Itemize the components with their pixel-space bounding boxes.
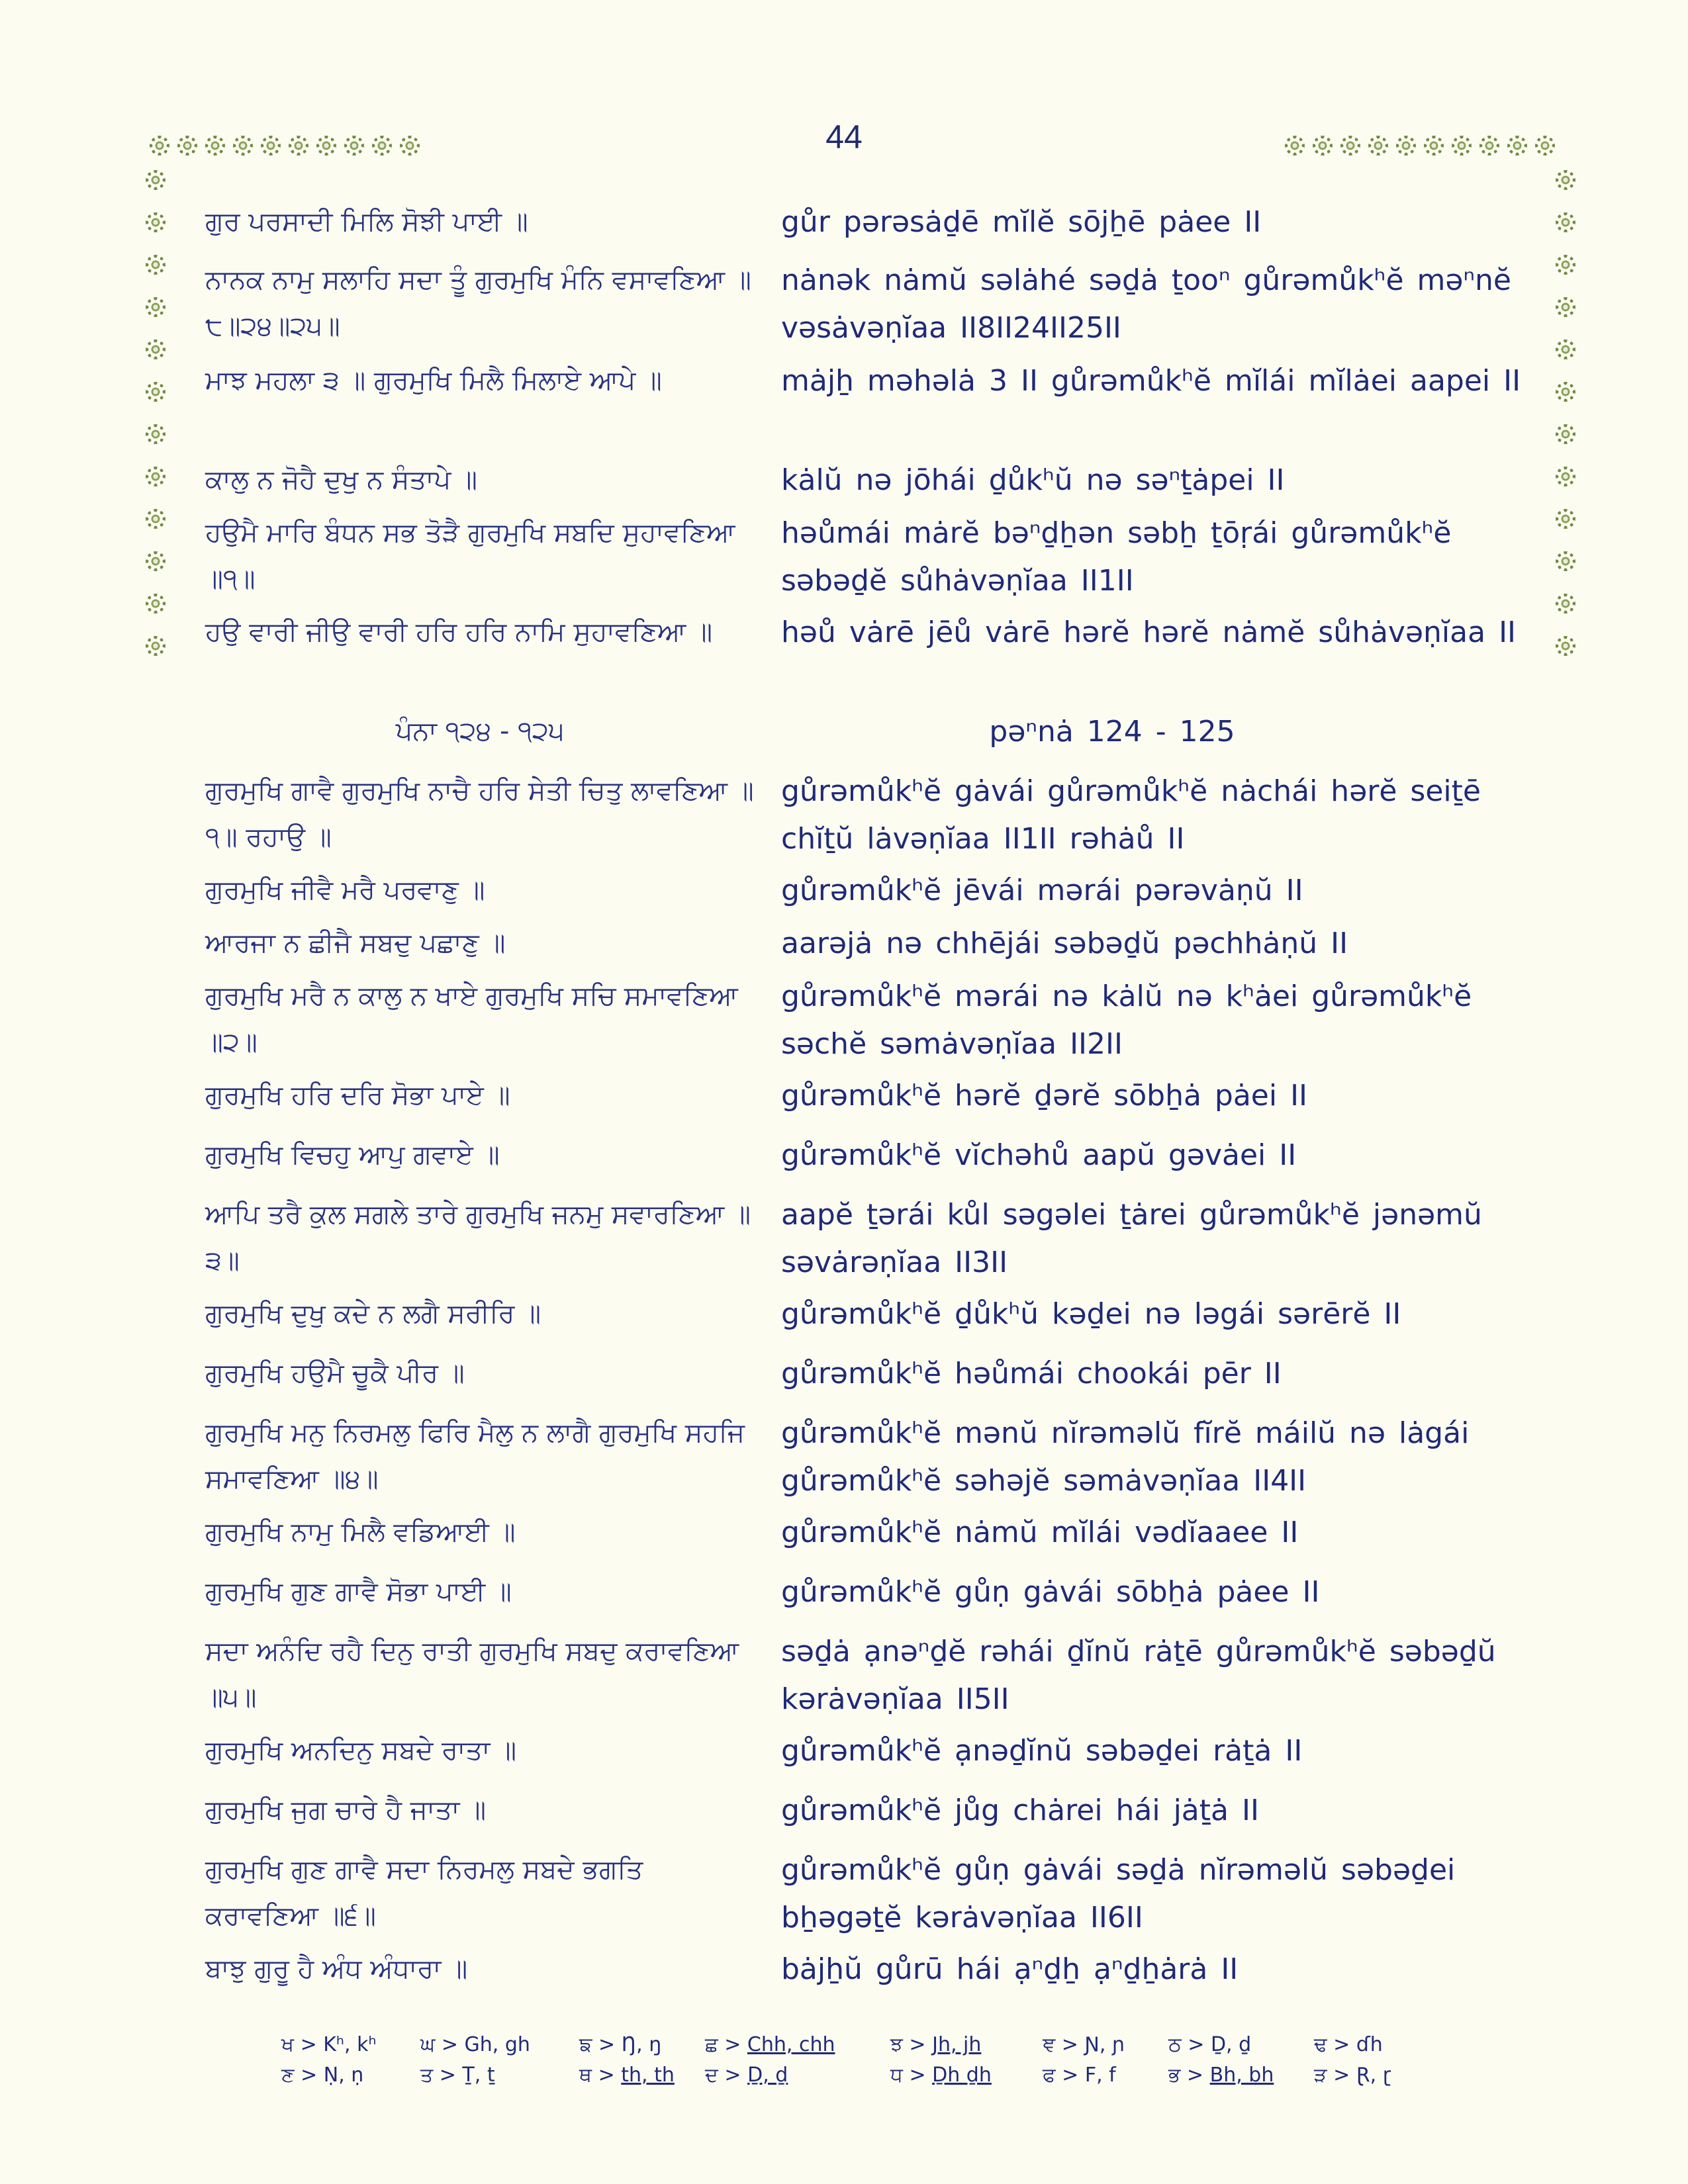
legend-value: Ṯ, ṯ bbox=[462, 2064, 495, 2087]
flower-ornament-icon bbox=[146, 509, 165, 529]
legend-entry: ਞ > Ɲ, ɲ bbox=[1043, 2033, 1125, 2056]
flower-ornament-icon bbox=[1556, 509, 1575, 529]
gurmukhi-text: ਗੁਰਮੁਖਿ ਜੀਵੈ ਮਰੈ ਪਰਵਾਣੁ ॥ bbox=[205, 875, 485, 905]
legend-entry: ਘ > Gh, gh bbox=[420, 2033, 530, 2056]
gurmukhi-text: ਪੰਨਾ ੧੨੪ - ੧੨੫ bbox=[395, 716, 565, 747]
transliteration-text: nȧnək nȧmŭ səlȧhé səḏȧ ṯooⁿ gůrəmůkʰĕ məⁿnĕ vəsȧvəṇĭaa II8II24II25II bbox=[781, 263, 1511, 345]
flower-ornament-icon bbox=[1424, 136, 1444, 156]
flower-ornament-icon bbox=[400, 136, 420, 156]
legend-letter: ਘ bbox=[420, 2033, 436, 2056]
flower-border-top-left bbox=[146, 136, 424, 162]
flower-ornament-icon bbox=[1340, 136, 1360, 156]
flower-ornament-icon bbox=[1556, 170, 1575, 190]
legend-value: Jh, jh bbox=[932, 2033, 982, 2056]
legend-row bbox=[281, 2064, 1473, 2093]
legend-letter: ਢ bbox=[1314, 2033, 1327, 2056]
flower-border-top-right bbox=[1281, 136, 1559, 162]
legend-value: Bh, bh bbox=[1209, 2064, 1274, 2087]
flower-ornament-icon bbox=[1479, 136, 1499, 156]
flower-ornament-icon bbox=[1368, 136, 1388, 156]
flower-border-left bbox=[146, 159, 172, 667]
legend-entry: ਖ > Kʰ, kʰ bbox=[281, 2033, 377, 2056]
flower-ornament-icon bbox=[1313, 136, 1333, 156]
transliteration-text: gůrəmůkʰĕ ạnəḏĭnŭ səbəḏei rȧṯȧ II bbox=[781, 1734, 1303, 1768]
flower-ornament-icon bbox=[1556, 382, 1575, 402]
legend-entry: ਦ > Ḏ, ḏ bbox=[705, 2064, 788, 2087]
legend-entry: ਧ > Ḏh ḏh bbox=[890, 2064, 992, 2087]
legend-letter: ਞ bbox=[1043, 2033, 1056, 2056]
gurmukhi-text: ਗੁਰਮੁਖਿ ਮਨੁ ਨਿਰਮਲੁ ਫਿਰਿ ਮੈਲੁ ਨ ਲਾਗੈ ਗੁਰਮੁਖਿ ਸਹਜਿ ਸਮਾਵਣਿਆ ॥੪॥ bbox=[205, 1418, 745, 1494]
gurmukhi-text: ਗੁਰਮੁਖਿ ਅਨਦਿਨੁ ਸਬਦੇ ਰਾਤਾ ॥ bbox=[205, 1735, 517, 1766]
gurmukhi-text: ਹਉ ਵਾਰੀ ਜੀਉ ਵਾਰੀ ਹਰਿ ਹਰਿ ਨਾਮਿ ਸੁਹਾਵਣਿਆ ॥ bbox=[205, 617, 713, 647]
transliteration-text: gůrəmůkʰĕ ḏůkʰŭ kəḏei nə ləgái sərērĕ II bbox=[781, 1297, 1401, 1331]
flower-ornament-icon bbox=[1556, 636, 1575, 656]
flower-ornament-icon bbox=[1556, 340, 1575, 359]
flower-ornament-icon bbox=[1556, 551, 1575, 571]
flower-ornament-icon bbox=[1556, 424, 1575, 444]
flower-ornament-icon bbox=[1396, 136, 1416, 156]
gurmukhi-text: ਗੁਰਮੁਖਿ ਨਾਮੁ ਮਿਲੈ ਵਡਿਆਈ ॥ bbox=[205, 1517, 516, 1547]
gurmukhi-text: ਗੁਰਮੁਖਿ ਹਉਮੈ ਚੂਕੈ ਪੀਰ ॥ bbox=[205, 1358, 465, 1388]
flower-ornament-icon bbox=[177, 136, 197, 156]
legend-value: Kʰ, kʰ bbox=[323, 2033, 377, 2056]
flower-ornament-icon bbox=[146, 170, 165, 190]
transliteration-text: bȧjẖŭ gůrū hái ạⁿḏẖ ạⁿḏẖȧrȧ II bbox=[781, 1952, 1239, 1986]
gurmukhi-text: ਗੁਰਮੁਖਿ ਜੁਗ ਚਾਰੇ ਹੈ ਜਾਤਾ ॥ bbox=[205, 1795, 487, 1825]
legend-value: Gh, gh bbox=[464, 2033, 530, 2056]
gurmukhi-text: ਗੁਰਮੁਖਿ ਮਰੈ ਨ ਕਾਲੁ ਨ ਖਾਏ ਗੁਰਮੁਖਿ ਸਚਿ ਸਮਾਵਣਿਆ ॥੨॥ bbox=[205, 981, 738, 1058]
flower-border-right bbox=[1556, 159, 1582, 667]
legend-value: F, f bbox=[1084, 2064, 1116, 2087]
transliteration-text: həůmái mȧrĕ bəⁿḏẖən səbẖ ṯōṛái gůrəmůkʰĕ səbəḏĕ sůhȧvəṇĭaa II1II bbox=[781, 516, 1452, 598]
flower-ornament-icon bbox=[261, 136, 281, 156]
transliteration-text: gůrəmůkʰĕ gůṇ gȧvái sōbẖȧ pȧee II bbox=[781, 1575, 1320, 1609]
gurmukhi-text: ਆਪਿ ਤਰੈ ਕੁਲ ਸਗਲੇ ਤਾਰੇ ਗੁਰਮੁਖਿ ਜਨਮੁ ਸਵਾਰਣਿਆ ॥੩॥ bbox=[205, 1199, 751, 1276]
flower-ornament-icon bbox=[1556, 594, 1575, 614]
flower-ornament-icon bbox=[146, 594, 165, 614]
transliteration-text: gůrəmůkʰĕ gůṇ gȧvái səḏȧ nĭrəməlŭ səbəḏei bẖəgəṯĕ kərȧvəṇĭaa II6II bbox=[781, 1853, 1456, 1934]
transliteration-text: kȧlŭ nə jōhái ḏůkʰŭ nə səⁿṯȧpei II bbox=[781, 463, 1285, 497]
flower-ornament-icon bbox=[146, 297, 165, 317]
legend-entry: ਙ > Ŋ, ŋ bbox=[579, 2033, 662, 2056]
transliteration-text: pəⁿnȧ 124 - 125 bbox=[989, 715, 1235, 749]
flower-ornament-icon bbox=[1556, 297, 1575, 317]
transliteration-text: səḏȧ ạnəⁿḏĕ rəhái ḏĭnŭ rȧṯē gůrəmůkʰĕ səbəḏŭ kərȧvəṇĭaa II5II bbox=[781, 1635, 1496, 1716]
flower-ornament-icon bbox=[289, 136, 308, 156]
transliteration-text: gůr pərəsȧḏē mĭlĕ sōjẖē pȧee II bbox=[781, 205, 1262, 239]
legend-letter: ਣ bbox=[281, 2064, 295, 2087]
legend-letter: ਠ bbox=[1168, 2033, 1182, 2056]
transliteration-text: gůrəmůkʰĕ nȧmŭ mĭlái vədĭaaee II bbox=[781, 1516, 1299, 1549]
flower-ornament-icon bbox=[146, 424, 165, 444]
gurmukhi-text: ਗੁਰਮੁਖਿ ਗਾਵੈ ਗੁਰਮੁਖਿ ਨਾਚੈ ਹਰਿ ਸੇਤੀ ਚਿਤੁ ਲਾਵਣਿਆ ॥੧॥ ਰਹਾਉ ॥ bbox=[205, 776, 754, 852]
legend-entry: ਥ > th, th bbox=[579, 2064, 675, 2087]
legend-entry: ਫ > F, f bbox=[1043, 2064, 1116, 2087]
transliteration-text: gůrəmůkʰĕ jůg chȧrei hái jȧṯȧ II bbox=[781, 1794, 1259, 1827]
gurmukhi-text: ਗੁਰਮੁਖਿ ਵਿਚਹੁ ਆਪੁ ਗਵਾਏ ॥ bbox=[205, 1140, 500, 1170]
legend-value: Ḏ, ḏ bbox=[1210, 2033, 1252, 2056]
legend-letter: ਫ bbox=[1043, 2064, 1056, 2087]
legend-entry: ਛ > Chh, chh bbox=[705, 2033, 835, 2056]
flower-ornament-icon bbox=[1556, 467, 1575, 486]
gurmukhi-text: ਸਦਾ ਅਨੰਦਿ ਰਹੈ ਦਿਨੁ ਰਾਤੀ ਗੁਰਮੁਖਿ ਸਬਦੁ ਕਰਾਵਣਿਆ ॥੫॥ bbox=[205, 1636, 739, 1713]
page-number: 44 bbox=[825, 118, 863, 156]
flower-ornament-icon bbox=[372, 136, 392, 156]
gurmukhi-text: ਗੁਰ ਪਰਸਾਦੀ ਮਿਲਿ ਸੋਝੀ ਪਾਈ ॥ bbox=[205, 206, 528, 237]
legend-letter: ਖ bbox=[281, 2033, 295, 2056]
gurmukhi-text: ਗੁਰਮੁਖਿ ਹਰਿ ਦਰਿ ਸੋਭਾ ਪਾਏ ॥ bbox=[205, 1080, 510, 1111]
legend-letter: ਤ bbox=[420, 2064, 434, 2087]
transliteration-text: gůrəmůkʰĕ vĭchəhů aapŭ gəvȧei II bbox=[781, 1138, 1297, 1172]
flower-ornament-icon bbox=[146, 636, 165, 656]
flower-ornament-icon bbox=[146, 551, 165, 571]
gurmukhi-text: ਨਾਨਕ ਨਾਮੁ ਸਲਾਹਿ ਸਦਾ ਤੂੰ ਗੁਰਮੁਖਿ ਮੰਨਿ ਵਸਾਵਣਿਆ ॥੮॥੨੪॥੨੫॥ bbox=[205, 265, 751, 341]
gurmukhi-text: ਕਾਲੁ ਨ ਜੋਹੈ ਦੁਖੁ ਨ ਸੰਤਾਪੇ ॥ bbox=[205, 465, 478, 495]
transliteration-text: gůrəmůkʰĕ jēvái mərái pərəvȧṇŭ II bbox=[781, 874, 1303, 907]
transliteration-text: gůrəmůkʰĕ mənŭ nĭrəməlŭ fĭrĕ máilŭ nə lȧgái gůrəmůkʰĕ səhəjĕ səmȧvəṇĭaa II4II bbox=[781, 1416, 1470, 1498]
flower-ornament-icon bbox=[1452, 136, 1472, 156]
gurmukhi-text: ਗੁਰਮੁਖਿ ਗੁਣ ਗਾਵੈ ਸੋਭਾ ਪਾਈ ॥ bbox=[205, 1576, 512, 1607]
legend-entry: ਭ > Bh, bh bbox=[1168, 2064, 1274, 2087]
transliteration-text: gůrəmůkʰĕ gȧvái gůrəmůkʰĕ nȧchái hərĕ seiṯē chĭṯŭ lȧvəṇĭaa II1II rəhȧů II bbox=[781, 774, 1481, 856]
flower-ornament-icon bbox=[1535, 136, 1555, 156]
transliteration-text: aarəjȧ nə chhējái səbəḏŭ pəchhȧṇŭ II bbox=[781, 927, 1348, 960]
legend-letter: ਭ bbox=[1168, 2064, 1181, 2087]
legend-letter: ਙ bbox=[579, 2033, 592, 2056]
legend-value: Ɲ, ɲ bbox=[1084, 2033, 1125, 2056]
legend-row bbox=[281, 2033, 1473, 2062]
legend-value: Ŋ, ŋ bbox=[621, 2033, 662, 2056]
legend-letter: ਦ bbox=[705, 2064, 718, 2087]
flower-ornament-icon bbox=[146, 382, 165, 402]
flower-ornament-icon bbox=[1556, 212, 1575, 232]
gurmukhi-text: ਗੁਰਮੁਖਿ ਗੁਣ ਗਾਵੈ ਸਦਾ ਨਿਰਮਲੁ ਸਬਦੇ ਭਗਤਿ ਕਰਾਵਣਿਆ ॥੬॥ bbox=[205, 1854, 643, 1931]
legend-value: th, th bbox=[621, 2064, 675, 2087]
legend-entry: ਠ > Ḏ, ḏ bbox=[1168, 2033, 1252, 2056]
transliteration-text: gůrəmůkʰĕ mərái nə kȧlŭ nə kʰȧei gůrəmůkʰĕ səchĕ səmȧvəṇĭaa II2II bbox=[781, 979, 1472, 1061]
transliteration-text: mȧjẖ məhəlȧ 3 II gůrəmůkʰĕ mĭlái mĭlȧei aapei II bbox=[781, 364, 1521, 398]
legend-entry: ਝ > Jh, jh bbox=[890, 2033, 982, 2056]
legend-value: Ɽ, ɽ bbox=[1356, 2064, 1391, 2087]
gurmukhi-text: ਬਾਝੁ ਗੁਰੂ ਹੈ ਅੰਧ ਅੰਧਾਰਾ ॥ bbox=[205, 1954, 468, 1984]
flower-ornament-icon bbox=[146, 212, 165, 232]
legend-entry: ਤ > Ṯ, ṯ bbox=[420, 2064, 495, 2087]
flower-ornament-icon bbox=[1556, 255, 1575, 275]
legend-value: Ḏh ḏh bbox=[932, 2064, 992, 2087]
gurmukhi-text: ਹਉਮੈ ਮਾਰਿ ਬੰਧਨ ਸਭ ਤੋੜੈ ਗੁਰਮੁਖਿ ਸਬਦਿ ਸੁਹਾਵਣਿਆ ॥੧॥ bbox=[205, 518, 735, 594]
legend-letter: ਥ bbox=[579, 2064, 592, 2087]
flower-ornament-icon bbox=[316, 136, 336, 156]
legend-value: Ḏ, ḏ bbox=[747, 2064, 788, 2087]
gurmukhi-text: ਆਰਜਾ ਨ ਛੀਜੈ ਸਬਦੁ ਪਛਾਣੁ ॥ bbox=[205, 928, 506, 958]
legend-entry: ਢ > ɗh bbox=[1314, 2033, 1383, 2056]
transliteration-text: həů vȧrē jēů vȧrē hərĕ hərĕ nȧmĕ sůhȧvəṇĭaa II bbox=[781, 615, 1517, 649]
flower-ornament-icon bbox=[1285, 136, 1305, 156]
legend-value: ɗh bbox=[1356, 2033, 1383, 2056]
flower-ornament-icon bbox=[146, 255, 165, 275]
flower-ornament-icon bbox=[344, 136, 364, 156]
legend-letter: ਛ bbox=[705, 2033, 718, 2056]
flower-ornament-icon bbox=[146, 467, 165, 486]
legend-value: Chh, chh bbox=[747, 2033, 835, 2056]
legend-entry: ਣ > Ṇ, ṇ bbox=[281, 2064, 364, 2087]
transliteration-text: aapĕ ṯərái kůl səgəlei ṯȧrei gůrəmůkʰĕ jənəmŭ səvȧrəṇĭaa II3II bbox=[781, 1198, 1482, 1279]
flower-ornament-icon bbox=[146, 340, 165, 359]
gurmukhi-text: ਮਾਝ ਮਹਲਾ ੩ ॥ ਗੁਰਮੁਖਿ ਮਿਲੈ ਮਿਲਾਏ ਆਪੇ ॥ bbox=[205, 365, 662, 396]
transliteration-text: gůrəmůkʰĕ hərĕ ḏərĕ sōbẖȧ pȧei II bbox=[781, 1079, 1308, 1113]
transliteration-text: gůrəmůkʰĕ həůmái chookái pēr II bbox=[781, 1357, 1282, 1390]
legend-letter: ਝ bbox=[890, 2033, 903, 2056]
legend-value: Ṇ, ṇ bbox=[323, 2064, 364, 2087]
flower-ornament-icon bbox=[233, 136, 253, 156]
gurmukhi-text: ਗੁਰਮੁਖਿ ਦੁਖੁ ਕਦੇ ਨ ਲਗੈ ਸਰੀਰਿ ॥ bbox=[205, 1298, 541, 1329]
flower-ornament-icon bbox=[1507, 136, 1527, 156]
flower-ornament-icon bbox=[205, 136, 225, 156]
legend-letter: ਧ bbox=[890, 2064, 903, 2087]
legend-entry: ੜ > Ɽ, ɽ bbox=[1314, 2064, 1391, 2087]
flower-ornament-icon bbox=[150, 136, 169, 156]
legend-letter: ੜ bbox=[1314, 2064, 1327, 2087]
